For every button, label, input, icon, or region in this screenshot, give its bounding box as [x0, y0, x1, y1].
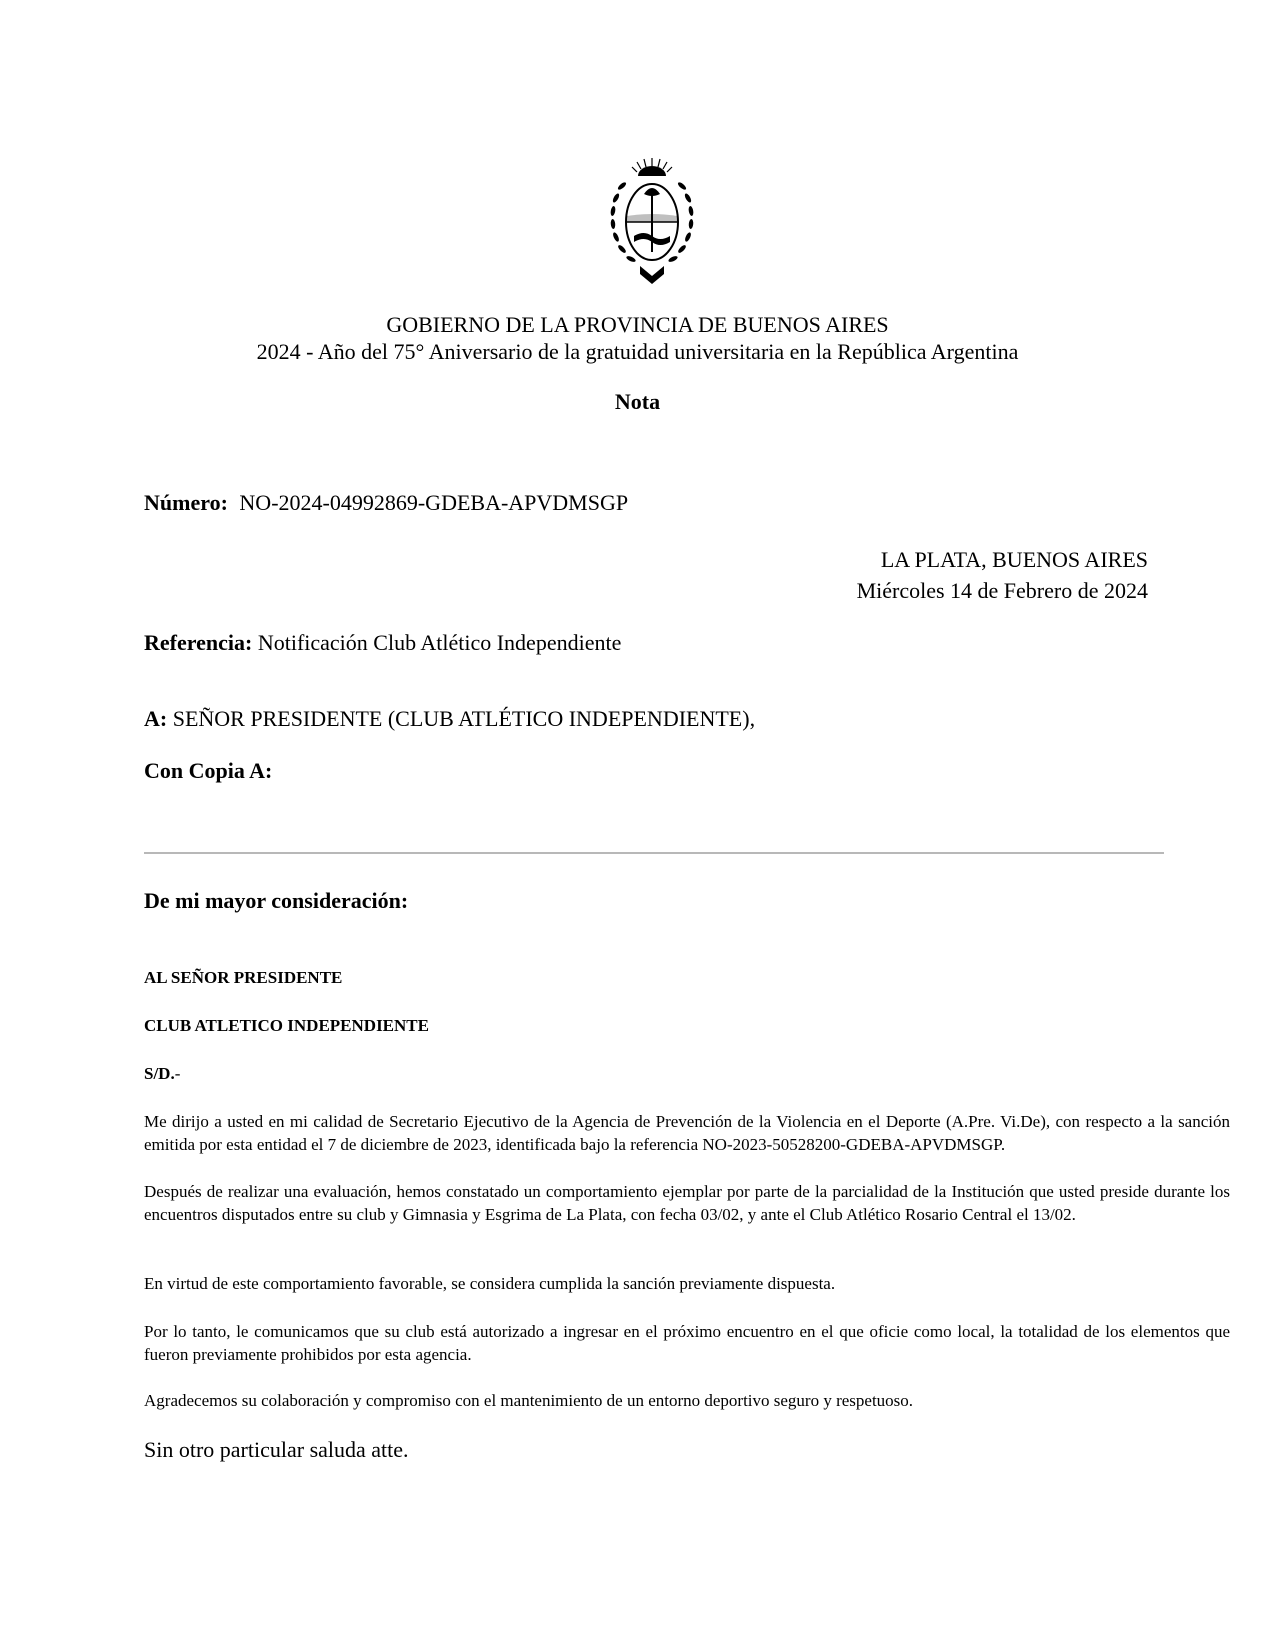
referencia-value: Notificación Club Atlético Independiente: [257, 630, 622, 655]
greeting: De mi mayor consideración:: [144, 888, 409, 913]
closing-line: Sin otro particular saluda atte.: [144, 1437, 409, 1462]
body-paragraph-2: Después de realizar una evaluación, hemos constatado un comportamiento ejemplar por parte de la parcialidad de la Institución que usted preside durante los encuentros disputados entre su club y Gimnasia y Esgrima de La Plata, con fecha 03/02, y ante el Club Atlético Rosario Central el 13/02.: [144, 1182, 1230, 1224]
address-sd: S/D.: [144, 1064, 175, 1083]
document-type-title: Nota: [614, 389, 661, 414]
address-line-3: [144, 1063, 180, 1085]
place-line: LA PLATA, BUENOS AIRES: [880, 547, 1148, 572]
date-line: Miércoles 14 de Febrero de 2024: [856, 578, 1148, 603]
con-copia-label: Con Copia A:: [144, 758, 273, 783]
address-sd-tail: -: [174, 1064, 181, 1083]
government-heading: GOBIERNO DE LA PROVINCIA DE BUENOS AIRES: [386, 312, 889, 337]
numero-value: NO-2024-04992869-GDEBA-APVDMSGP: [239, 490, 629, 515]
address-line-2: CLUB ATLETICO INDEPENDIENTE: [144, 1016, 429, 1035]
destinatario-label: A:: [144, 706, 168, 731]
separator-rule: [144, 852, 1164, 854]
coat-of-arms-seal: [604, 156, 700, 288]
referencia-line: [144, 630, 621, 656]
numero-line: [144, 490, 628, 516]
body-paragraph-3: En virtud de este comportamiento favorable, se considera cumplida la sanción previamente dispuesta.: [144, 1274, 836, 1293]
destinatario-value: SEÑOR PRESIDENTE (CLUB ATLÉTICO INDEPENDIENTE),: [172, 706, 756, 731]
body-paragraph-4: Por lo tanto, le comunicamos que su club está autorizado a ingresar en el próximo encuentro en el que oficie como local, la totalidad de los elementos que fueron previamente prohibidos por esta agencia.: [144, 1322, 1230, 1364]
address-line-1: AL SEÑOR PRESIDENTE: [144, 968, 343, 987]
referencia-label: Referencia:: [144, 630, 253, 655]
body-paragraph-1: Me dirijo a usted en mi calidad de Secretario Ejecutivo de la Agencia de Prevención de la Violencia en el Deporte (A.Pre. Vi.De), con respecto a la sanción emitida por esta entidad el 7 de diciembre de 2023, identificada bajo la referencia NO-2023-50528200-GDEBA-APVDMSGP.: [144, 1112, 1230, 1154]
numero-label: Número:: [144, 490, 228, 515]
body-paragraph-5: Agradecemos su colaboración y compromiso con el mantenimiento de un entorno deportivo seguro y respetuoso.: [144, 1391, 914, 1410]
year-motto: 2024 - Año del 75° Aniversario de la gratuidad universitaria en la República Argentina: [256, 339, 1019, 364]
destinatario-line: [144, 706, 755, 732]
